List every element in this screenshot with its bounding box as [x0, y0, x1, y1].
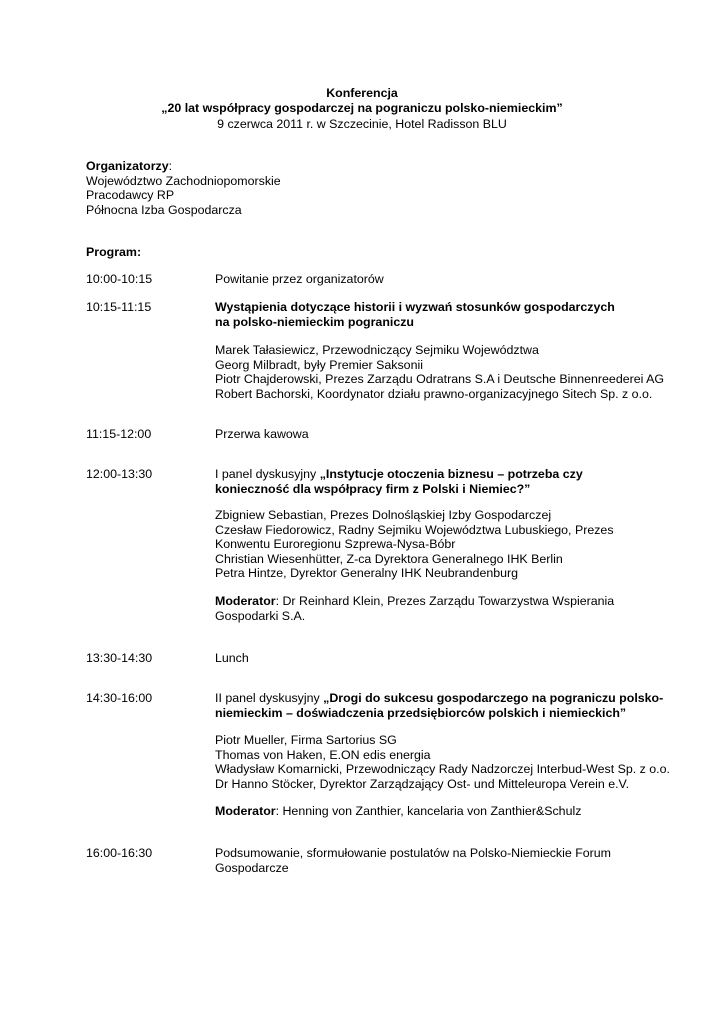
program-description: Przerwa kawowa — [215, 427, 309, 441]
conference-date-place: 9 czerwca 2011 r. w Szczecinie, Hotel Radisson BLU — [217, 117, 507, 131]
speaker-list — [215, 343, 675, 401]
speaker-list — [215, 508, 675, 581]
program-time: 10:15-11:15 — [86, 300, 152, 314]
speaker: Piotr Mueller, Firma Sartorius SG — [215, 733, 397, 747]
speaker: Georg Milbradt, były Premier Saksonii — [215, 357, 423, 372]
speaker: Dr Hanno Stöcker, Dyrektor Zarządzający Ost- und Mitteleuropa Verein e.V. — [215, 776, 630, 791]
organizer-item: Województwo Zachodniopomorskie — [86, 174, 281, 188]
speaker-list — [215, 733, 675, 791]
organizers-label: Organizatorzy — [86, 159, 169, 173]
program-heading: Program: — [86, 245, 142, 259]
speaker: Władysław Komarnicki, Przewodniczący Rady Nadzorczej Interbud-West Sp. z o.o. — [215, 762, 670, 776]
program-time: 16:00-16:30 — [86, 846, 153, 860]
program-description: Powitanie przez organizatorów — [215, 272, 384, 286]
program-description: Lunch — [215, 651, 249, 665]
organizer-item: Pracodawcy RP — [86, 188, 175, 202]
moderator: Moderator: Henning von Zanthier, kancelaria von Zanthier&Schulz — [215, 804, 582, 818]
conference-label: Konferencja — [326, 86, 398, 100]
program-time: 12:00-13:30 — [86, 467, 153, 481]
panel-title: I panel dyskusyjny „Instytucje otoczenia biznesu – potrzeba czy konieczność dla współpracy firm z Polski i Niemiec?” — [215, 467, 583, 496]
program-session-title: Wystąpienia dotyczące historii i wyzwań stosunków gospodarczych na polsko-niemieckim pograniczu — [215, 300, 615, 329]
moderator: Moderator: Dr Reinhard Klein, Prezes Zarządu Towarzystwa Wspierania Gospodarki S.A. — [215, 594, 615, 623]
organizers-heading: Organizatorzy: — [86, 159, 173, 173]
panel-title: II panel dyskusyjny „Drogi do sukcesu gospodarczego na pograniczu polsko- niemieckim – doświadczenia przedsiębiorców polskich i niemieckich” — [215, 691, 664, 720]
program-description: Podsumowanie, sformułowanie postulatów na Polsko-Niemieckie Forum Gospodarcze — [215, 846, 611, 875]
speaker: Piotr Chajderowski, Prezes Zarządu Odratrans S.A i Deutsche Binnenreederei AG — [215, 372, 665, 386]
speaker: Zbigniew Sebastian, Prezes Dolnośląskiej Izby Gospodarczej — [215, 508, 552, 522]
organizer-item: Północna Izba Gospodarcza — [86, 203, 242, 217]
program-time: 14:30-16:00 — [86, 691, 153, 705]
conference-title: „20 lat współpracy gospodarczej na pograniczu polsko-niemieckim” — [161, 101, 563, 115]
speaker: Christian Wiesenhütter, Z-ca Dyrektora Generalnego IHK Berlin — [215, 551, 563, 566]
speaker: Thomas von Haken, E.ON edis energia — [215, 747, 431, 762]
speaker: Petra Hintze, Dyrektor Generalny IHK Neubrandenburg — [215, 566, 519, 580]
program-time: 11:15-12:00 — [86, 427, 152, 441]
program-time: 10:00-10:15 — [86, 272, 153, 286]
speaker: Konwentu Euroregionu Szprewa-Nysa-Bóbr — [215, 537, 456, 551]
program-time: 13:30-14:30 — [86, 651, 153, 665]
speaker: Czesław Fiedorowicz, Radny Sejmiku Województwa Lubuskiego, Prezes — [215, 522, 614, 537]
speaker: Marek Tałasiewicz, Przewodniczący Sejmiku Województwa — [215, 343, 539, 357]
speaker: Robert Bachorski, Koordynator działu prawno-organizacyjnego Sitech Sp. z o.o. — [215, 386, 653, 401]
